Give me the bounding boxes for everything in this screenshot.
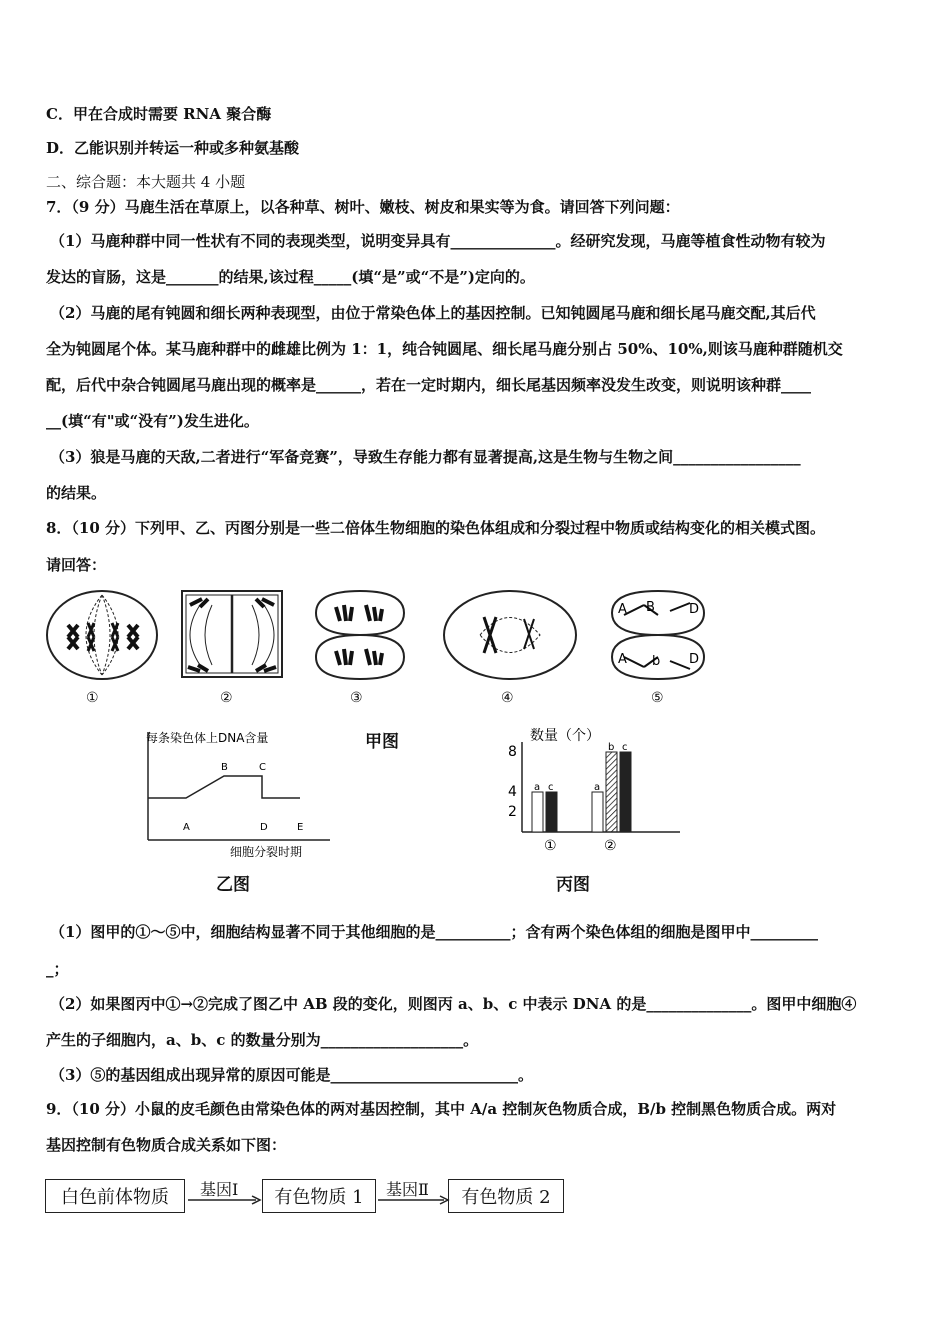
cell-label: ① xyxy=(86,690,99,706)
q8-part1-line1: （1）图甲的①～⑤中，细胞结构显著不同于其他细胞的是__________；含有两个染色体组的细胞是图甲中_________ xyxy=(50,923,818,941)
q8-part1-line2: _； xyxy=(46,960,69,978)
figure-yi-caption: 乙图 xyxy=(216,875,250,895)
chart-bing-bar xyxy=(592,792,603,832)
q7-part1-line1: （1）马鹿种群中同一性状有不同的表现类型，说明变异具有______________。经研究发现，马鹿等植食性动物有较为 xyxy=(50,232,826,250)
flow-arrow-1 xyxy=(188,1188,262,1206)
chart-bing-series-label: c xyxy=(622,742,628,753)
chart-yi-point-label: C xyxy=(259,762,266,773)
section-heading: 二、综合题：本大题共 4 小题 xyxy=(46,173,246,191)
q7-part2-line3: 配，后代中杂合钝圆尾马鹿出现的概率是______，若在一定时期内，细长尾基因频率没发生改变，则说明该种群____ xyxy=(46,376,812,394)
figure-jia-caption: 甲图 xyxy=(365,732,399,752)
flow-arrow-2 xyxy=(378,1188,450,1206)
cell-1-illustration xyxy=(47,591,157,679)
chart-bing-series-label: a xyxy=(534,782,541,793)
chart-bing-tick-label: 8 xyxy=(508,744,517,760)
q8-stem: 8．（10 分）下列甲、乙、丙图分别是一些二倍体生物细胞的染色体组成和分裂过程中物质或结构变化的相关模式图。 xyxy=(46,519,826,537)
chart-bing xyxy=(500,722,690,857)
figure-jia-cells xyxy=(40,585,720,715)
cell-5-gene: A xyxy=(618,602,627,617)
chart-bing-category-label: ① xyxy=(544,838,557,854)
chart-bing-series-label: c xyxy=(548,782,554,793)
cell-4-illustration xyxy=(444,591,576,679)
chart-bing-bar xyxy=(606,752,617,832)
chart-yi-line xyxy=(148,776,300,798)
q7-part2-line4: __(填“有"或“没有”)发生进化。 xyxy=(46,412,259,430)
flow-box-precursor: 白色前体物质 xyxy=(45,1179,185,1213)
chart-bing-category-label: ② xyxy=(604,838,617,854)
chart-bing-tick-label: 2 xyxy=(508,804,517,820)
q9-stem: 9．（10 分）小鼠的皮毛颜色由常染色体的两对基因控制，其中 A/a 控制灰色物质合成，B/b 控制黑色物质合成。两对 xyxy=(46,1100,837,1118)
flow-box-pigment1: 有色物质 1 xyxy=(262,1179,376,1213)
cell-5-gene: B xyxy=(646,600,655,615)
cell-label: ③ xyxy=(350,690,363,706)
chart-yi-point-label: E xyxy=(297,822,304,833)
q8-part3: （3）⑤的基因组成出现异常的原因可能是_________________________。 xyxy=(50,1066,533,1084)
chart-yi xyxy=(130,720,340,865)
chart-yi-point-label: A xyxy=(183,822,190,833)
cell-label: ② xyxy=(220,690,233,706)
cell-3-illustration xyxy=(316,591,404,679)
option-c: C．甲在合成时需要 RNA 聚合酶 xyxy=(46,105,272,123)
chart-bing-tick-label: 4 xyxy=(508,784,517,800)
q7-part2-line2: 全为钝圆尾个体。某马鹿种群中的雌雄比例为 1：1，纯合钝圆尾、细长尾马鹿分别占 50%、10%,则该马鹿种群随机交 xyxy=(46,340,843,358)
cell-label: ④ xyxy=(501,690,514,706)
q9-stem-2: 基因控制有色物质合成关系如下图： xyxy=(46,1136,287,1154)
flow-label-gene1: 基因Ⅰ xyxy=(200,1180,239,1199)
cell-label: ⑤ xyxy=(651,690,664,706)
q7-part1-line2: 发达的盲肠，这是_______的结果,该过程_____(填“是”或“不是”)定向的。 xyxy=(46,268,535,286)
flow-label-gene2: 基因Ⅱ xyxy=(386,1180,429,1199)
cell-2-illustration xyxy=(182,591,282,677)
flow-box-pigment2: 有色物质 2 xyxy=(448,1179,564,1213)
chart-bing-ylabel: 数量（个） xyxy=(530,728,600,744)
chart-yi-point-label: D xyxy=(260,822,268,833)
cell-5-gene: b xyxy=(652,654,661,669)
q7-part3-line1: （3）狼是马鹿的天敌,二者进行“军备竞赛”，导致生存能力都有显著提高,这是生物与生物之间_________________ xyxy=(50,448,801,466)
q8-part2-line1: （2）如果图丙中①→②完成了图乙中 AB 段的变化，则图丙 a、b、c 中表示 DNA 的是______________。图甲中细胞④ xyxy=(50,995,857,1013)
q8-part2-line2: 产生的子细胞内，a、b、c 的数量分别为___________________。 xyxy=(46,1031,479,1049)
q7-part2-line1: （2）马鹿的尾有钝圆和细长两种表现型，由位于常染色体上的基因控制。已知钝圆尾马鹿和细长尾马鹿交配,其后代 xyxy=(50,304,816,322)
q7-part3-line2: 的结果。 xyxy=(46,484,107,502)
q8-stem-2: 请回答： xyxy=(46,556,107,574)
q7-stem: 7．（9 分）马鹿生活在草原上，以各种草、树叶、嫩枝、树皮和果实等为食。请回答下列问题： xyxy=(46,198,680,216)
cell-5-gene: A xyxy=(618,652,627,667)
chart-yi-xlabel: 细胞分裂时期 xyxy=(230,845,303,859)
figure-bing-caption: 丙图 xyxy=(556,875,590,895)
cell-5-gene: D xyxy=(689,652,700,667)
chart-yi-point-label: B xyxy=(221,762,228,773)
chart-yi-ylabel: 每条染色体上DNA含量 xyxy=(146,731,269,745)
chart-bing-bar xyxy=(620,752,631,832)
cell-5-illustration xyxy=(612,591,704,679)
chart-bing-bar xyxy=(532,792,543,832)
chart-bing-bar xyxy=(546,792,557,832)
cell-5-gene: D xyxy=(689,602,700,617)
option-d: D．乙能识别并转运一种或多种氨基酸 xyxy=(46,139,300,157)
chart-bing-series-label: a xyxy=(594,782,601,793)
chart-bing-series-label: b xyxy=(608,742,615,753)
